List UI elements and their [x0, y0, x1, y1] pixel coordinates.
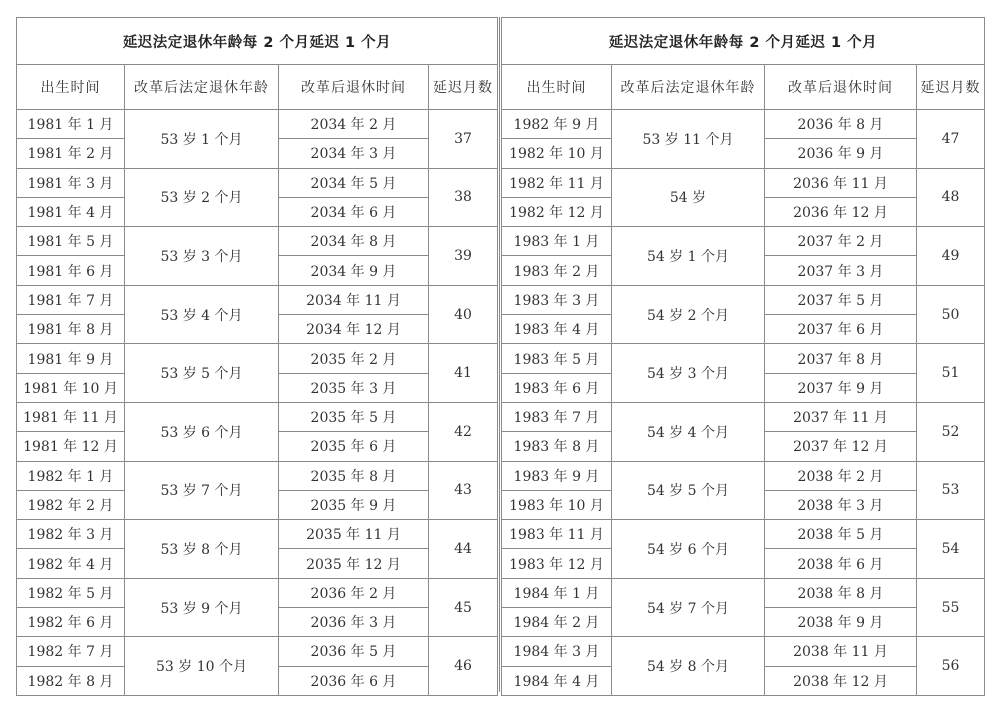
column-divider: [497, 17, 500, 692]
birth-time-cell: 1981 年 9 月: [17, 344, 125, 373]
retirement-age-cell: 53 岁 7 个月: [125, 461, 279, 520]
delay-months-cell: 41: [429, 344, 498, 403]
retirement-age-cell: 54 岁 1 个月: [612, 227, 765, 286]
birth-time-cell: 1981 年 4 月: [17, 197, 125, 226]
table-body: [502, 110, 985, 696]
birth-time-cell: 1982 年 7 月: [17, 637, 125, 666]
retirement-time-cell: 2037 年 8 月: [765, 344, 917, 373]
retirement-time-cell: 2037 年 11 月: [765, 402, 917, 431]
delay-months-cell: 44: [429, 520, 498, 579]
retirement-time-cell: 2035 年 9 月: [279, 490, 429, 519]
retirement-time-cell: 2038 年 8 月: [765, 578, 917, 607]
birth-time-cell: 1981 年 11 月: [17, 402, 125, 431]
retirement-time-cell: 2035 年 12 月: [279, 549, 429, 578]
retirement-table-right: [501, 17, 985, 696]
birth-time-cell: 1981 年 10 月: [17, 373, 125, 402]
table-title: 延迟法定退休年龄每 2 个月延迟 1 个月: [502, 18, 985, 65]
birth-time-cell: 1984 年 1 月: [502, 578, 612, 607]
retirement-time-cell: 2037 年 6 月: [765, 315, 917, 344]
retirement-time-cell: 2036 年 3 月: [279, 608, 429, 637]
birth-time-cell: 1983 年 9 月: [502, 461, 612, 490]
delay-months-cell: 46: [429, 637, 498, 696]
delay-months-cell: 45: [429, 578, 498, 637]
table-title: 延迟法定退休年龄每 2 个月延迟 1 个月: [17, 18, 498, 65]
birth-time-cell: 1981 年 1 月: [17, 110, 125, 139]
retirement-age-cell: 54 岁 3 个月: [612, 344, 765, 403]
birth-time-cell: 1982 年 6 月: [17, 608, 125, 637]
table-row: [502, 285, 985, 314]
retirement-age-cell: 54 岁 8 个月: [612, 637, 765, 696]
retirement-age-cell: 53 岁 1 个月: [125, 110, 279, 169]
delay-months-cell: 51: [917, 344, 985, 403]
birth-time-cell: 1983 年 8 月: [502, 432, 612, 461]
birth-time-cell: 1981 年 3 月: [17, 168, 125, 197]
delay-months-cell: 42: [429, 402, 498, 461]
birth-time-cell: 1981 年 5 月: [17, 227, 125, 256]
table-right: [501, 17, 985, 696]
retirement-time-cell: 2035 年 2 月: [279, 344, 429, 373]
table-row: [502, 110, 985, 139]
birth-time-cell: 1983 年 1 月: [502, 227, 612, 256]
retirement-time-cell: 2035 年 5 月: [279, 402, 429, 431]
delay-months-cell: 55: [917, 578, 985, 637]
birth-time-cell: 1983 年 4 月: [502, 315, 612, 344]
table-row: [17, 344, 498, 373]
table-row: [502, 520, 985, 549]
retirement-age-cell: 53 岁 3 个月: [125, 227, 279, 286]
table-row: [17, 285, 498, 314]
birth-time-cell: 1982 年 8 月: [17, 666, 125, 695]
table-row: [17, 110, 498, 139]
birth-time-cell: 1984 年 4 月: [502, 666, 612, 695]
table-row: [17, 461, 498, 490]
retirement-time-cell: 2036 年 5 月: [279, 637, 429, 666]
retirement-age-cell: 53 岁 10 个月: [125, 637, 279, 696]
retirement-time-cell: 2038 年 6 月: [765, 549, 917, 578]
delay-months-cell: 37: [429, 110, 498, 169]
retirement-time-cell: 2034 年 9 月: [279, 256, 429, 285]
table-row: [17, 168, 498, 197]
birth-time-cell: 1982 年 4 月: [17, 549, 125, 578]
retirement-age-cell: 54 岁 2 个月: [612, 285, 765, 344]
retirement-time-cell: 2038 年 2 月: [765, 461, 917, 490]
retirement-table-left: [16, 17, 498, 696]
retirement-age-cell: 54 岁 4 个月: [612, 402, 765, 461]
retirement-time-cell: 2036 年 12 月: [765, 197, 917, 226]
retirement-time-cell: 2034 年 2 月: [279, 110, 429, 139]
retirement-age-cell: 53 岁 5 个月: [125, 344, 279, 403]
delay-months-cell: 39: [429, 227, 498, 286]
header-retirement-age: 改革后法定退休年龄: [612, 65, 765, 110]
retirement-time-cell: 2035 年 8 月: [279, 461, 429, 490]
delay-months-cell: 43: [429, 461, 498, 520]
birth-time-cell: 1981 年 6 月: [17, 256, 125, 285]
table-row: [502, 344, 985, 373]
delay-months-cell: 53: [917, 461, 985, 520]
delay-months-cell: 49: [917, 227, 985, 286]
birth-time-cell: 1984 年 3 月: [502, 637, 612, 666]
retirement-time-cell: 2036 年 11 月: [765, 168, 917, 197]
delay-months-cell: 56: [917, 637, 985, 696]
retirement-time-cell: 2037 年 9 月: [765, 373, 917, 402]
retirement-age-cell: 54 岁: [612, 168, 765, 227]
retirement-age-cell: 53 岁 2 个月: [125, 168, 279, 227]
header-birth-time: 出生时间: [502, 65, 612, 110]
retirement-time-cell: 2037 年 3 月: [765, 256, 917, 285]
retirement-age-cell: 53 岁 11 个月: [612, 110, 765, 169]
delay-months-cell: 47: [917, 110, 985, 169]
header-birth-time: 出生时间: [17, 65, 125, 110]
birth-time-cell: 1983 年 7 月: [502, 402, 612, 431]
birth-time-cell: 1983 年 5 月: [502, 344, 612, 373]
retirement-time-cell: 2036 年 6 月: [279, 666, 429, 695]
retirement-age-cell: 53 岁 6 个月: [125, 402, 279, 461]
table-row: [17, 227, 498, 256]
birth-time-cell: 1982 年 11 月: [502, 168, 612, 197]
table-body: [17, 110, 498, 696]
retirement-time-cell: 2038 年 12 月: [765, 666, 917, 695]
header-delay-months: 延迟月数: [917, 65, 985, 110]
retirement-time-cell: 2037 年 5 月: [765, 285, 917, 314]
retirement-time-cell: 2034 年 5 月: [279, 168, 429, 197]
birth-time-cell: 1981 年 7 月: [17, 285, 125, 314]
retirement-time-cell: 2035 年 6 月: [279, 432, 429, 461]
birth-time-cell: 1983 年 3 月: [502, 285, 612, 314]
birth-time-cell: 1982 年 5 月: [17, 578, 125, 607]
birth-time-cell: 1983 年 6 月: [502, 373, 612, 402]
birth-time-cell: 1983 年 10 月: [502, 490, 612, 519]
retirement-time-cell: 2034 年 3 月: [279, 139, 429, 168]
delay-months-cell: 54: [917, 520, 985, 579]
header-retirement-age: 改革后法定退休年龄: [125, 65, 279, 110]
header-delay-months: 延迟月数: [429, 65, 498, 110]
table-row: [502, 227, 985, 256]
header-retirement-time: 改革后退休时间: [765, 65, 917, 110]
retirement-time-cell: 2036 年 2 月: [279, 578, 429, 607]
delay-months-cell: 52: [917, 402, 985, 461]
table-row: [502, 402, 985, 431]
birth-time-cell: 1982 年 12 月: [502, 197, 612, 226]
retirement-age-cell: 54 岁 5 个月: [612, 461, 765, 520]
birth-time-cell: 1983 年 11 月: [502, 520, 612, 549]
retirement-time-cell: 2038 年 11 月: [765, 637, 917, 666]
birth-time-cell: 1981 年 8 月: [17, 315, 125, 344]
birth-time-cell: 1983 年 2 月: [502, 256, 612, 285]
table-row: [17, 520, 498, 549]
retirement-time-cell: 2037 年 12 月: [765, 432, 917, 461]
birth-time-cell: 1984 年 2 月: [502, 608, 612, 637]
retirement-time-cell: 2037 年 2 月: [765, 227, 917, 256]
retirement-time-cell: 2034 年 12 月: [279, 315, 429, 344]
birth-time-cell: 1981 年 12 月: [17, 432, 125, 461]
retirement-time-cell: 2035 年 3 月: [279, 373, 429, 402]
retirement-time-cell: 2038 年 5 月: [765, 520, 917, 549]
delay-months-cell: 50: [917, 285, 985, 344]
birth-time-cell: 1982 年 1 月: [17, 461, 125, 490]
birth-time-cell: 1982 年 2 月: [17, 490, 125, 519]
table-row: [502, 168, 985, 197]
retirement-age-cell: 53 岁 9 个月: [125, 578, 279, 637]
birth-time-cell: 1982 年 3 月: [17, 520, 125, 549]
retirement-time-cell: 2034 年 8 月: [279, 227, 429, 256]
header-retirement-time: 改革后退休时间: [279, 65, 429, 110]
retirement-time-cell: 2035 年 11 月: [279, 520, 429, 549]
retirement-age-cell: 53 岁 8 个月: [125, 520, 279, 579]
table-left: [16, 17, 498, 696]
retirement-age-cell: 54 岁 6 个月: [612, 520, 765, 579]
table-row: [502, 637, 985, 666]
delay-months-cell: 38: [429, 168, 498, 227]
retirement-time-cell: 2036 年 8 月: [765, 110, 917, 139]
retirement-time-cell: 2036 年 9 月: [765, 139, 917, 168]
table-row: [502, 461, 985, 490]
birth-time-cell: 1982 年 9 月: [502, 110, 612, 139]
retirement-age-cell: 53 岁 4 个月: [125, 285, 279, 344]
retirement-age-cell: 54 岁 7 个月: [612, 578, 765, 637]
retirement-time-cell: 2034 年 6 月: [279, 197, 429, 226]
retirement-time-cell: 2038 年 3 月: [765, 490, 917, 519]
table-row: [17, 637, 498, 666]
table-row: [502, 578, 985, 607]
birth-time-cell: 1983 年 12 月: [502, 549, 612, 578]
delay-months-cell: 40: [429, 285, 498, 344]
table-row: [17, 402, 498, 431]
delay-months-cell: 48: [917, 168, 985, 227]
birth-time-cell: 1981 年 2 月: [17, 139, 125, 168]
retirement-time-cell: 2034 年 11 月: [279, 285, 429, 314]
retirement-time-cell: 2038 年 9 月: [765, 608, 917, 637]
table-row: [17, 578, 498, 607]
birth-time-cell: 1982 年 10 月: [502, 139, 612, 168]
